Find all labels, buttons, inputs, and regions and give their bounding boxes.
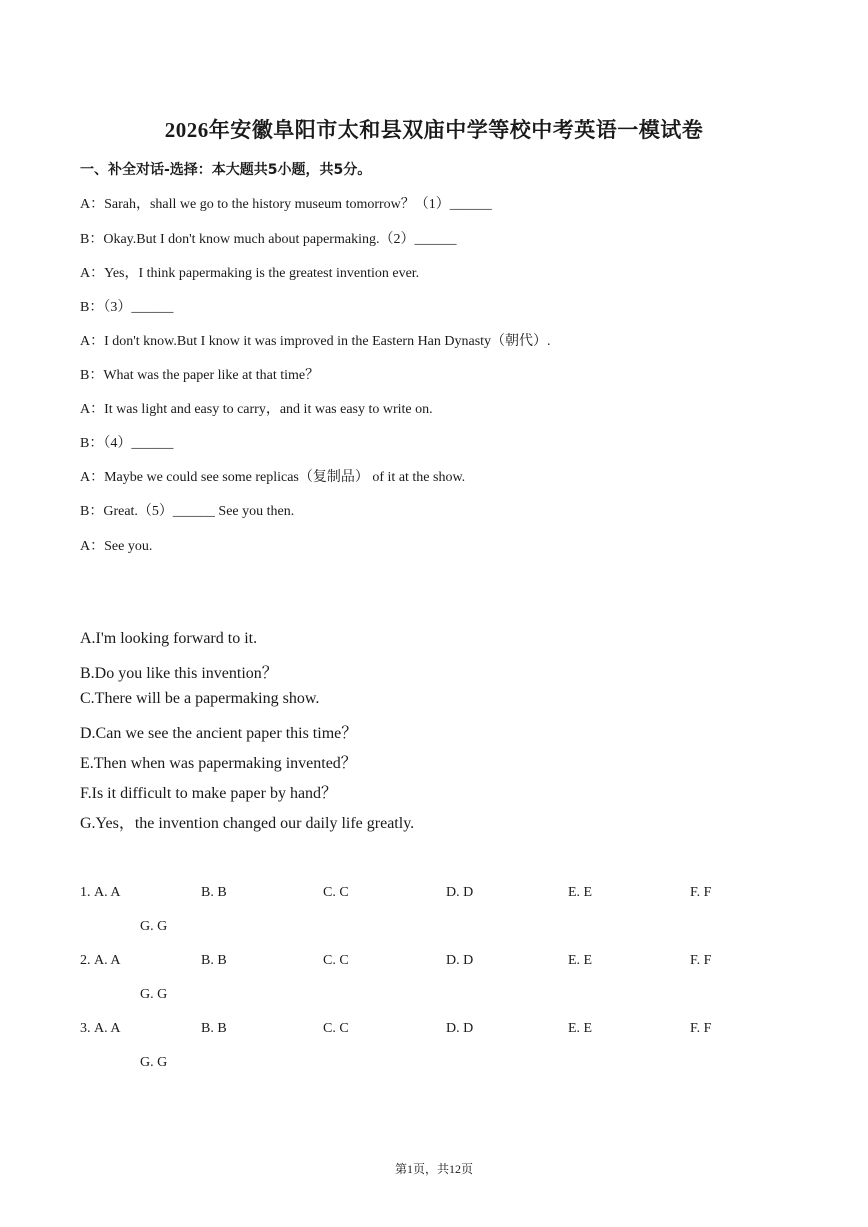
option-b: B.Do you like this invention？ [80,665,278,682]
page-title: 2026年安徽阜阳市太和县双庙中学等校中考英语一模试卷 [164,118,704,142]
section-heading: 一、补全对话-选择：本大题共5小题，共5分。 [80,162,372,178]
dialogue-line: B：（4）______ [80,436,174,451]
choice-c[interactable]: C. C [323,885,349,900]
dialogue-line: A：Sarah，shall we go to the history museum tomorrow？（1）______ [80,197,492,212]
choice-c[interactable]: C. C [323,1021,349,1036]
dialogue-line: B：（3）______ [80,300,174,315]
choice-f[interactable]: F. F [690,885,712,900]
choice-d[interactable]: D. D [446,1021,474,1036]
choice-g[interactable]: G. G [140,1055,168,1070]
option-d: D.Can we see the ancient paper this time？ [80,725,358,742]
choice-b[interactable]: B. B [201,953,227,968]
choice-b[interactable]: B. B [201,885,227,900]
option-e: E.Then when was papermaking invented？ [80,755,357,772]
dialogue-line: A：It was light and easy to carry，and it was easy to write on. [80,402,433,417]
question-number: 1. [80,885,91,900]
option-g: G.Yes，the invention changed our daily life greatly. [80,815,415,832]
choice-f[interactable]: F. F [690,953,712,968]
choice-d[interactable]: D. D [446,885,474,900]
choice-a[interactable]: A. A [94,1021,121,1036]
dialogue-line: B：What was the paper like at that time？ [80,368,320,383]
dialogue-line: B：Okay.But I don't know much about papermaking.（2）______ [80,232,457,247]
choice-e[interactable]: E. E [568,1021,593,1036]
choice-b[interactable]: B. B [201,1021,227,1036]
dialogue-line: A：See you. [80,539,153,554]
dialogue-line: A：Yes，I think papermaking is the greatest invention ever. [80,266,420,281]
question-number: 2. [80,953,91,968]
question-number: 3. [80,1021,91,1036]
option-a: A.I'm looking forward to it. [80,630,258,647]
dialogue-line: A：Maybe we could see some replicas（复制品） of it at the show. [80,470,466,485]
choice-a[interactable]: A. A [94,885,121,900]
option-c: C.There will be a papermaking show. [80,690,320,707]
choice-a[interactable]: A. A [94,953,121,968]
choice-d[interactable]: D. D [446,953,474,968]
choice-f[interactable]: F. F [690,1021,712,1036]
dialogue-line: A：I don't know.But I know it was improved in the Eastern Han Dynasty（朝代）. [80,334,551,349]
choice-c[interactable]: C. C [323,953,349,968]
option-f: F.Is it difficult to make paper by hand？ [80,785,338,802]
choice-e[interactable]: E. E [568,953,593,968]
choice-g[interactable]: G. G [140,919,168,934]
dialogue-line: B：Great.（5）______ See you then. [80,504,295,519]
choice-e[interactable]: E. E [568,885,593,900]
page-footer: 第1页，共12页 [394,1162,473,1176]
choice-g[interactable]: G. G [140,987,168,1002]
